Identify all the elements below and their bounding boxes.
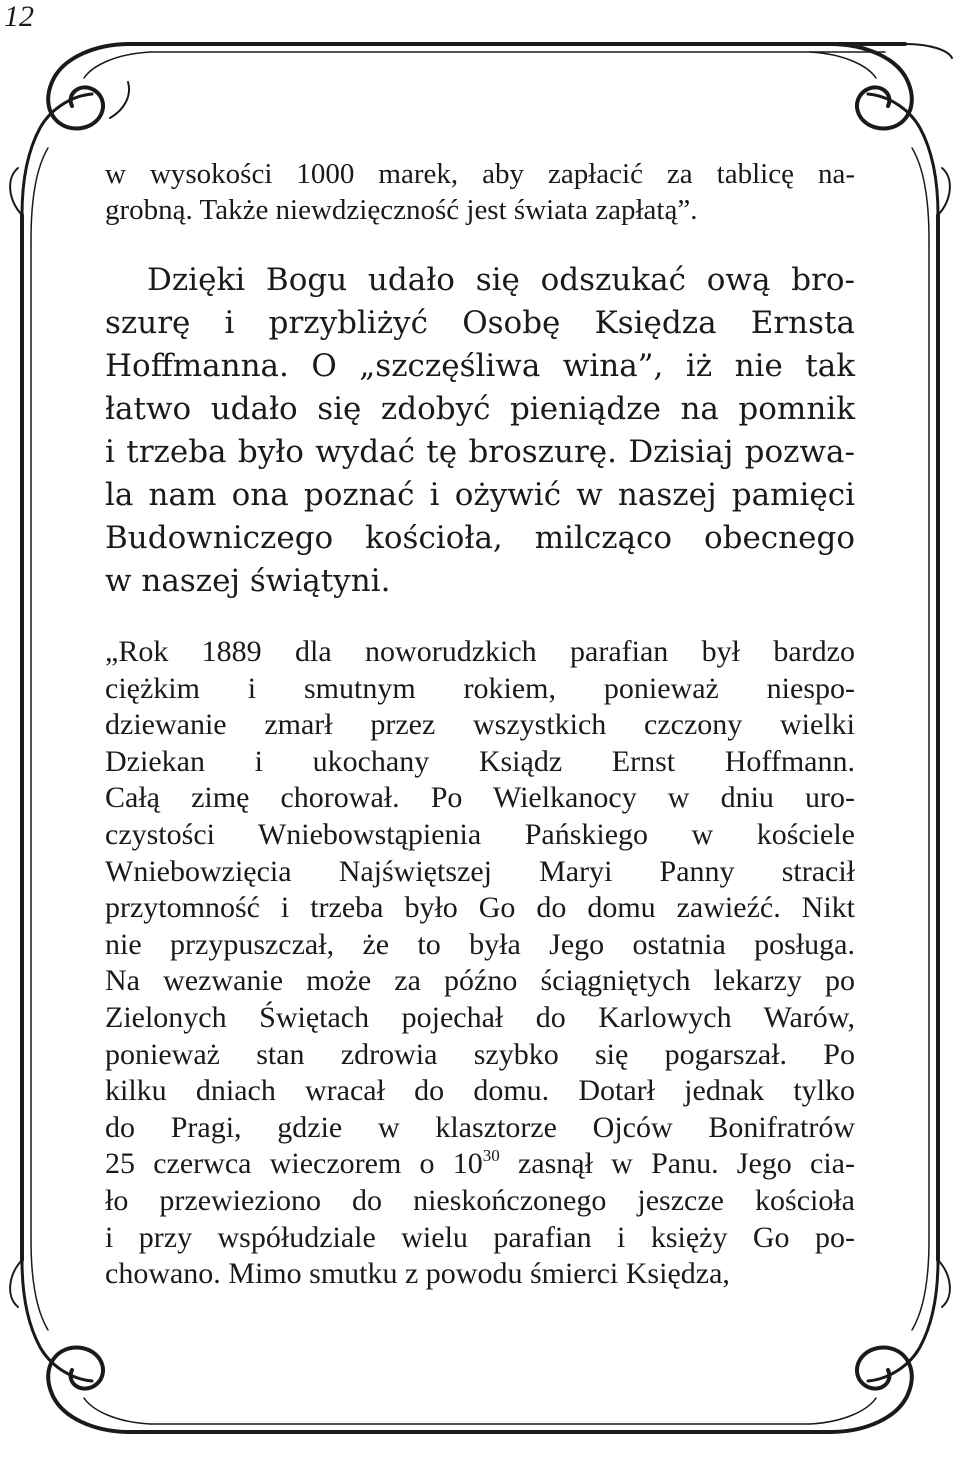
- time-superscript: 30: [482, 1146, 500, 1166]
- text-line: grobną. Także niewdzięczność jest świata zapłatą”.: [105, 194, 698, 226]
- text-line: kilku dniach wracał do domu. Dotarł jednak tylko: [105, 1074, 855, 1108]
- text-line: i trzeba było wydać tę broszurę. Dzisiaj pozwa-: [105, 434, 855, 470]
- text-line: Dzięki Bogu udało się odszukać ową bro-: [147, 262, 855, 298]
- text-line: chowano. Mimo smutku z powodu śmierci Księdza,: [105, 1257, 730, 1291]
- text-line: dziewanie zmarł przez wszystkich czczony wielki: [105, 708, 855, 742]
- text-line: Na wezwanie może za późno ściągniętych lekarzy po: [105, 964, 855, 998]
- text-line: ponieważ stan zdrowia szybko się pogarszał. Po: [105, 1037, 855, 1071]
- text-line-with-time: [105, 1146, 855, 1183]
- text-line: w wysokości 1000 marek, aby zapłacić za tablicę na-: [105, 158, 855, 190]
- text-line: przytomność i trzeba było Go do domu zawieźć. Nikt: [105, 891, 855, 925]
- text-line: i przy współudziale wielu parafian i księży Go po-: [105, 1220, 855, 1254]
- text-line: Hoffmanna. O „szczęśliwa wina”, iż nie tak: [105, 348, 855, 384]
- page-number: 12: [4, 0, 34, 33]
- paragraph-1: [105, 156, 855, 228]
- time-line-before: 25 czerwca wieczorem o 10: [105, 1147, 483, 1181]
- text-line: la nam ona poznać i ożywić w naszej pamięci: [105, 477, 855, 513]
- text-line: łatwo udało się zdobyć pieniądze na pomnik: [105, 391, 855, 427]
- text-line: ło przewieziono do nieskończonego jeszcze kościoła: [105, 1183, 855, 1217]
- paragraph-3-quote: [105, 634, 855, 1293]
- paragraph-2: [105, 259, 855, 603]
- text-line: nie przypuszczał, że to była Jego ostatnia posługa.: [105, 927, 855, 961]
- text-line: Dziekan i ukochany Ksiądz Ernst Hoffmann.: [105, 744, 855, 778]
- text-line: w naszej świątyni.: [105, 563, 391, 599]
- text-line: Zielonych Świętach pojechał do Karlowych Warów,: [105, 1000, 855, 1034]
- time-line-after: zasnął w Panu. Jego cia-: [499, 1147, 855, 1181]
- text-line: Wniebowzięcia Najświętszej Maryi Panny stracił: [105, 854, 855, 888]
- text-line: szurę i przybliżyć Osobę Księdza Ernsta: [105, 305, 855, 341]
- text-line: do Pragi, gdzie w klasztorze Ojców Bonifratrów: [105, 1110, 855, 1144]
- text-line: Całą zimę chorował. Po Wielkanocy w dniu uro-: [105, 781, 855, 815]
- text-line: czystości Wniebowstąpienia Pańskiego w kościele: [105, 817, 855, 851]
- text-line: ciężkim i smutnym rokiem, ponieważ niespo-: [105, 671, 855, 705]
- text-line: „Rok 1889 dla noworudzkich parafian był bardzo: [105, 635, 855, 668]
- text-line: Budowniczego kościoła, milcząco obecnego: [105, 520, 855, 556]
